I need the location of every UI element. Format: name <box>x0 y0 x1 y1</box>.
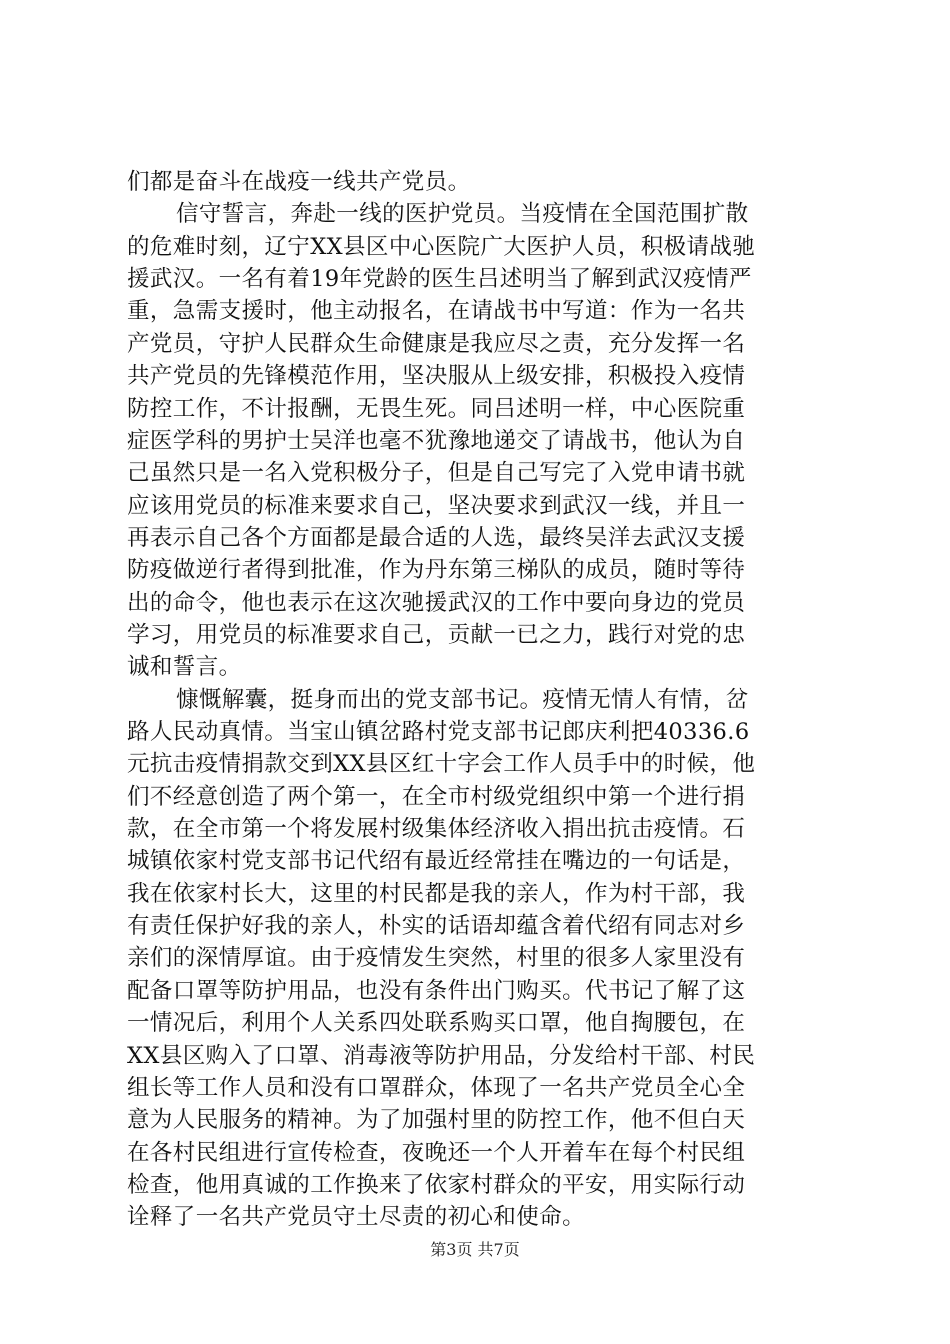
text-line: 产党员，守护人民群众生命健康是我应尽之责，充分发挥一名 <box>127 330 746 357</box>
text-line: 配备口罩等防护用品，也没有条件出门购买。代书记了解了这 <box>127 977 746 1004</box>
text-line: 的危难时刻，辽宁XX县区中心医院广大医护人员，积极请战驰 <box>127 233 756 260</box>
text-line: 一情况后，利用个人关系四处联系购买口罩，他自掏腰包，在 <box>127 1010 746 1037</box>
text-line: 城镇依家村党支部书记代绍有最近经常挂在嘴边的一句话是， <box>127 848 746 875</box>
text-line: 防控工作，不计报酬，无畏生死。同吕述明一样，中心医院重 <box>127 395 746 422</box>
text-line: 组长等工作人员和没有口罩群众，体现了一名共产党员全心全 <box>127 1074 746 1101</box>
text-line: 己虽然只是一名入党积极分子，但是自己写完了入党申请书就 <box>127 460 746 487</box>
text-line: 再表示自己各个方面都是最合适的人选，最终吴洋去武汉支援 <box>127 524 746 551</box>
text-line: 有责任保护好我的亲人，朴实的话语却蕴含着代绍有同志对乡 <box>127 913 746 940</box>
text-line: 援武汉。一名有着19年党龄的医生吕述明当了解到武汉疫情严 <box>127 266 752 293</box>
text-line: 应该用党员的标准来要求自己，坚决要求到武汉一线，并且一 <box>127 492 746 519</box>
text-line: 亲们的深情厚谊。由于疫情发生突然，村里的很多人家里没有 <box>127 945 746 972</box>
text-line: 元抗击疫情捐款交到XX县区红十字会工作人员手中的时候，他 <box>127 751 756 778</box>
text-line: 意为人民服务的精神。为了加强村里的防控工作，他不但白天 <box>127 1107 746 1134</box>
paragraph-first-line: 信守誓言，奔赴一线的医护党员。当疫情在全国范围扩散 <box>176 201 749 228</box>
text-line: 款，在全市第一个将发展村级集体经济收入捐出抗击疫情。石 <box>127 816 746 842</box>
text-line: 们都是奋斗在战疫一线共产党员。 <box>127 169 471 195</box>
text-line: 们不经意创造了两个第一，在全市村级党组织中第一个进行捐 <box>127 783 746 810</box>
text-line: XX县区购入了口罩、消毒液等防护用品，分发给村干部、村民 <box>127 1042 756 1069</box>
text-line: 诠释了一名共产党员守土尽责的初心和使命。 <box>127 1204 586 1231</box>
text-line: 检查，他用真诚的工作换来了依家村群众的平安，用实际行动 <box>127 1171 746 1198</box>
text-line: 出的命令，他也表示在这次驰援武汉的工作中要向身边的党员 <box>127 589 746 616</box>
text-line: 症医学科的男护士吴洋也毫不犹豫地递交了请战书，他认为自 <box>127 427 746 454</box>
text-line: 共产党员的先锋模范作用，坚决服从上级安排，积极投入疫情 <box>127 363 746 390</box>
text-line: 路人民动真情。当宝山镇岔路村党支部书记郎庆利把40336.6 <box>127 719 750 745</box>
page-number-footer: 第3页 共7页 <box>430 1240 520 1259</box>
text-line: 防疫做逆行者得到批准，作为丹东第三梯队的成员，随时等待 <box>127 557 746 584</box>
text-line: 我在依家村长大，这里的村民都是我的亲人，作为村干部，我 <box>127 880 746 907</box>
text-line: 学习，用党员的标准要求自己，贡献一已之力，践行对党的忠 <box>127 621 746 648</box>
text-line: 重，急需支援时，他主动报名，在请战书中写道：作为一名共 <box>127 298 746 325</box>
text-line: 在各村民组进行宣传检查，夜晚还一个人开着车在每个村民组 <box>127 1139 746 1166</box>
paragraph-first-line: 慷慨解囊，挺身而出的党支部书记。疫情无情人有情，岔 <box>176 686 749 713</box>
text-line: 诚和誓言。 <box>127 654 242 681</box>
